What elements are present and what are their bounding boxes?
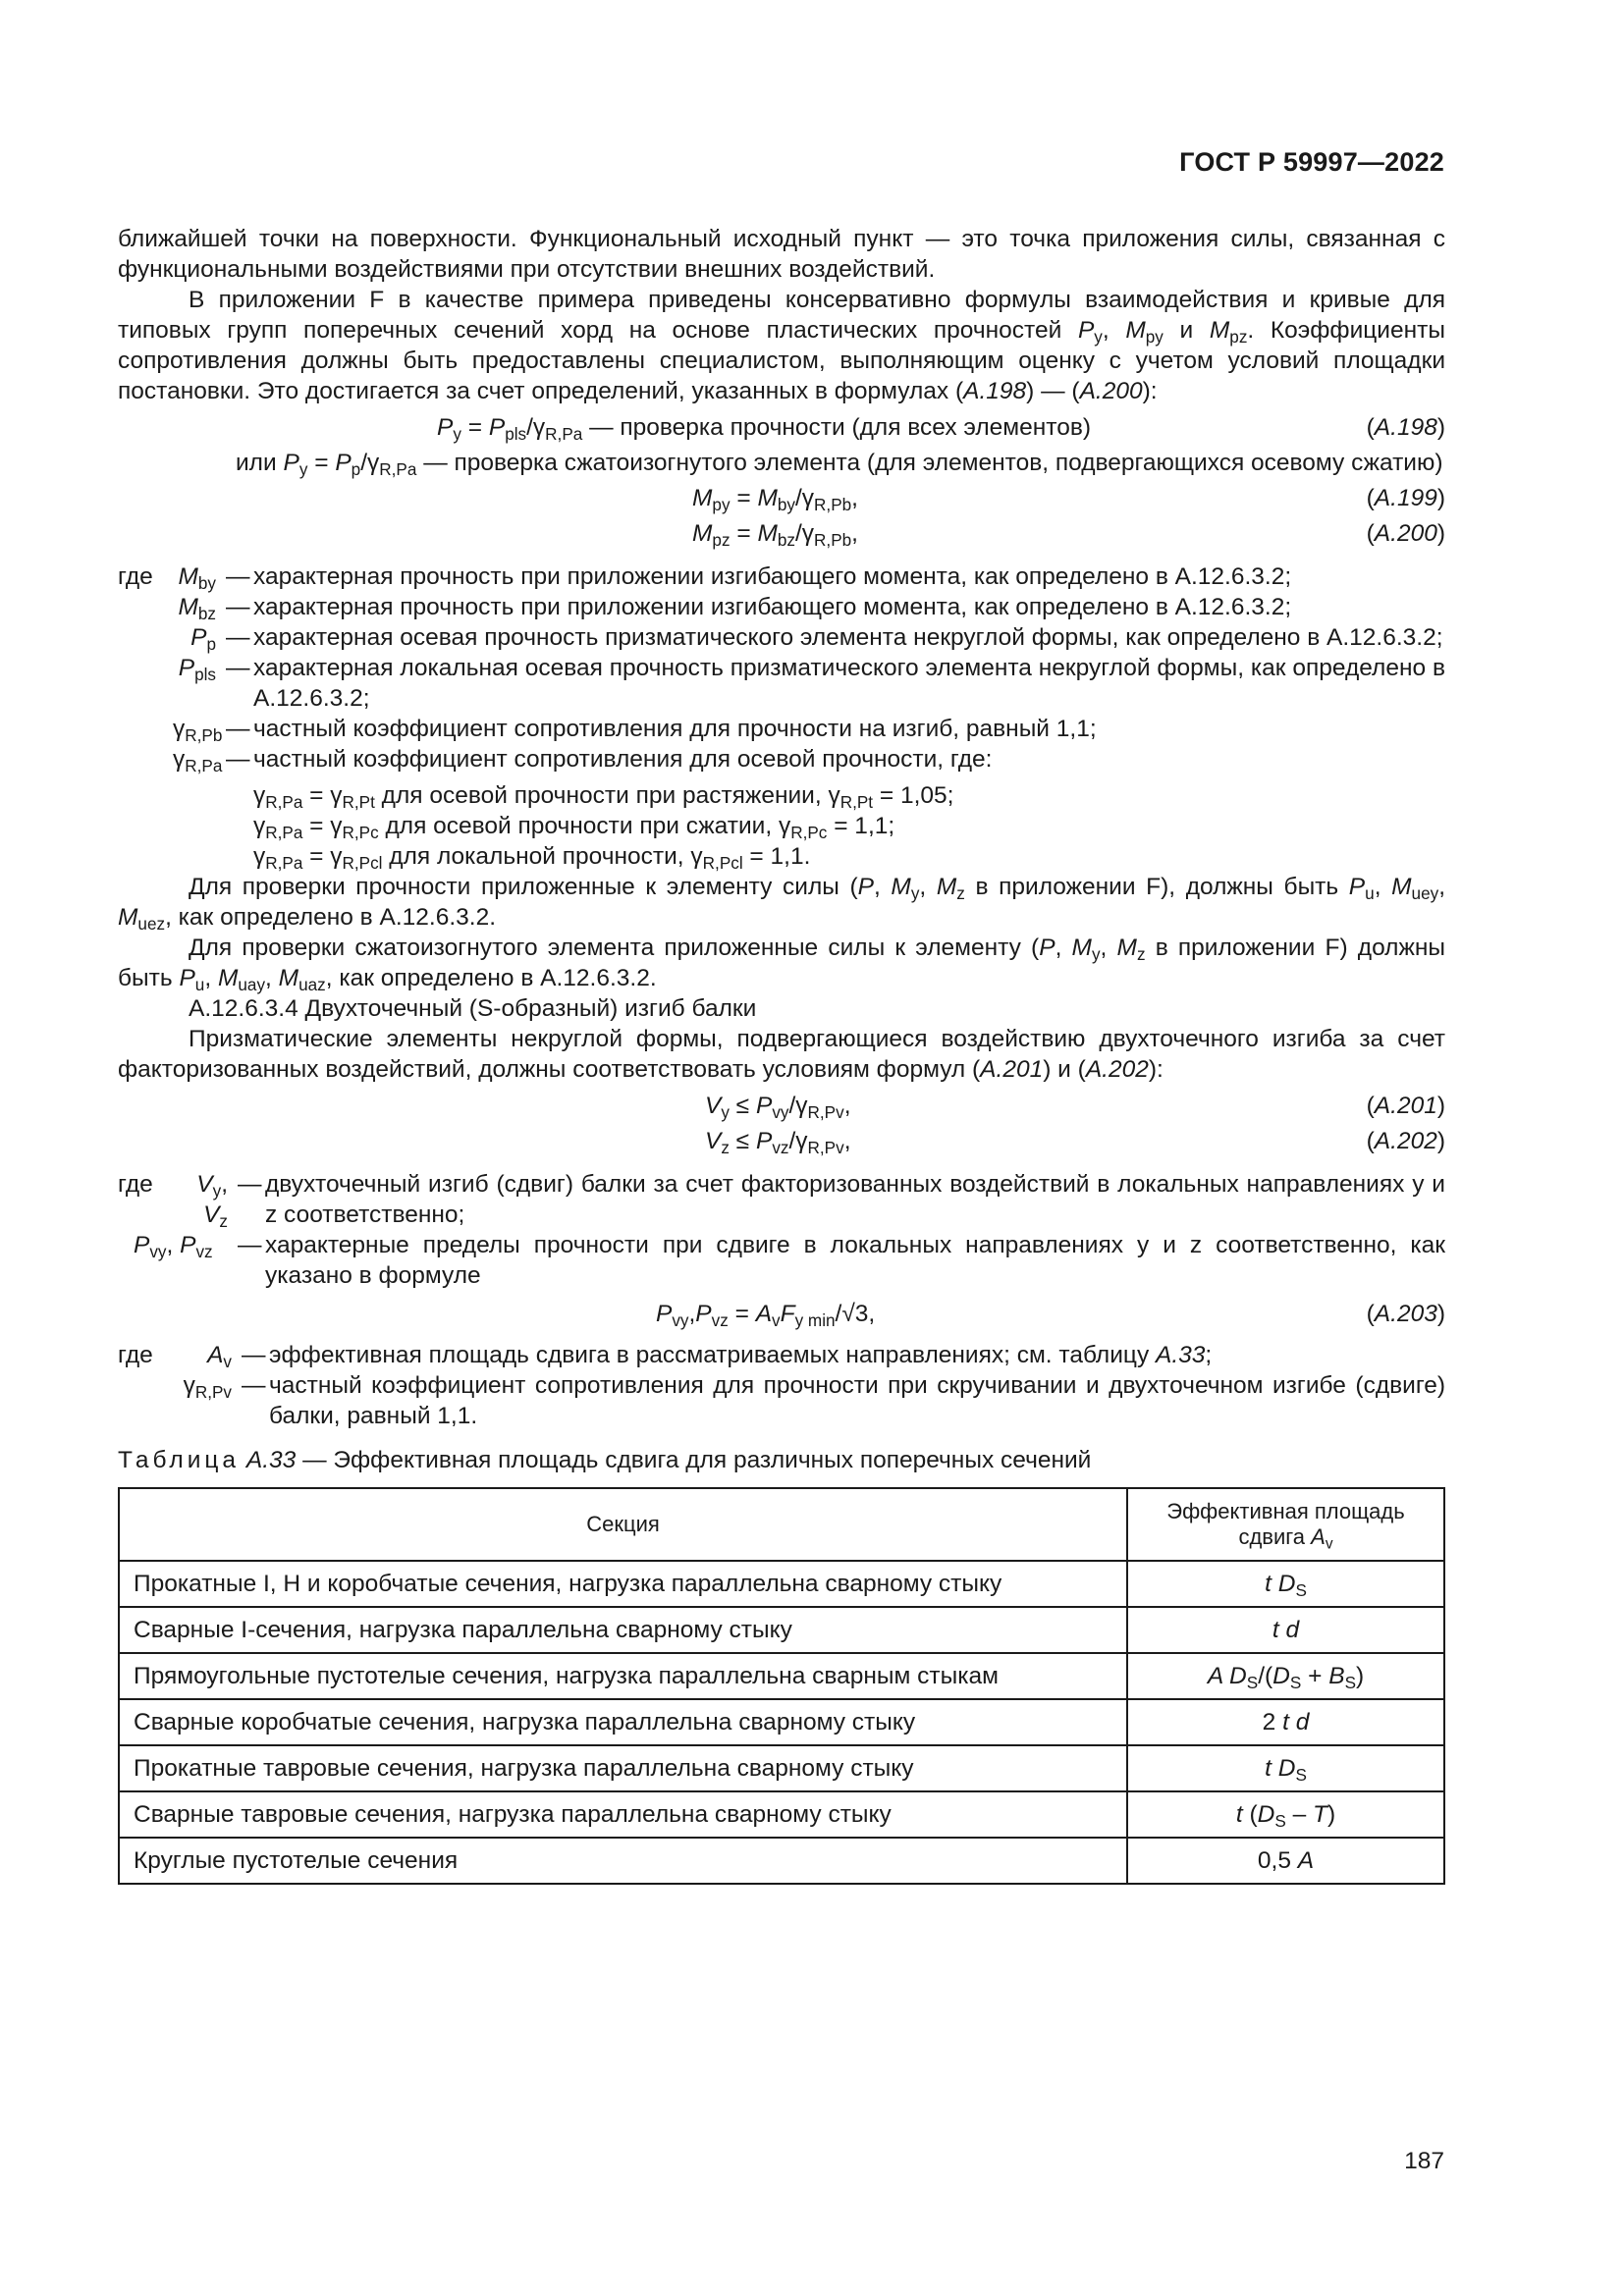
definition-row: $\gamma_{R,Pv}$ — частный коэффициент сопротивления для прочности при скручивании и двухточечном изгибе (сдвиге) балки, равный 1,1. <box>118 1370 1445 1431</box>
page-content <box>118 224 1445 1885</box>
definition-row: где $V_y$, $V_z$ — двухточечный изгиб (сдвиг) балки за счет факторизованных воздействий в локальных направлениях y и z соответственно; <box>118 1171 1445 1232</box>
definition-row: где $M_{by}$ — характерная прочность при приложении изгибающего момента, как определено в А.12.6.3.2; <box>118 561 1445 592</box>
equation-a201 <box>118 1089 1445 1124</box>
equation-a199-formula: $M_{py} = M_{by}/\gamma_{R,Pb}$, <box>692 485 858 515</box>
table-row <box>119 1653 1444 1699</box>
definitions-block-3 <box>118 1340 1445 1431</box>
paragraph-strength-check: Для проверки прочности приложенные к элементу силы (P, $M_y$, $M_z$ в приложении F), должны быть $P_u$, $M_{uey}$, $M_{uez}$, как определено в А.12.6.3.2. <box>118 874 1445 934</box>
symbol: $\gamma_{R,Pa}$ <box>173 746 223 776</box>
table-row <box>119 1699 1444 1745</box>
equation-a202 <box>118 1124 1445 1159</box>
definition-text: характерная локальная осевая прочность призматического элемента некруглой формы, как определено в А.12.6.3.2; <box>253 655 1445 712</box>
equation-a200-formula: $M_{pz} = M_{bz}/\gamma_{R,Pb}$, <box>692 520 858 551</box>
symbol: $A_v$ <box>207 1342 232 1372</box>
symbol: $M_{by}$ <box>178 563 216 594</box>
equation-a199 <box>118 481 1445 516</box>
equation-a200-number: (A.200) <box>1366 520 1445 547</box>
equation-a202-number: (A.202) <box>1366 1128 1445 1154</box>
table-cell-area: A $D_S/(D_S + B_S)$ <box>1127 1653 1444 1699</box>
equation-a203-formula: $P_{vy},P_{vz} = A_vF_{y min}/√3$, <box>656 1301 876 1331</box>
where-label: где <box>118 1342 153 1368</box>
definition-text: характерная прочность при приложении изгибающего момента, как определено в А.12.6.3.2; <box>253 563 1292 590</box>
equation-a203-number: (A.203) <box>1366 1301 1445 1327</box>
where-label: где <box>118 1171 153 1198</box>
definition-row: $P_{pls}$ — характерная локальная осевая прочность призматического элемента некруглой формы, как определено в А.12.6.3.2; <box>118 653 1445 714</box>
definition-text: частный коэффициент сопротивления для прочности на изгиб, равный 1,1; <box>253 716 1097 742</box>
definition-row: $M_{bz}$ — характерная прочность при приложении изгибающего момента, как определено в А.12.6.3.2; <box>118 592 1445 622</box>
table-cell-section: Сварные тавровые сечения, нагрузка параллельна сварному стыку <box>119 1791 1127 1838</box>
symbol: $P_{vy}$, $P_{vz}$ <box>134 1232 213 1262</box>
table-cell-section: Прокатные I, H и коробчатые сечения, нагрузка параллельна сварному стыку <box>119 1561 1127 1607</box>
definitions-block-2 <box>118 1169 1445 1291</box>
sub-condition-local: $\gamma_{R,Pa} = \gamma_{R,Pcl}$ для локальной прочности, $\gamma_{R,Pcl} = 1,1$. <box>253 843 811 874</box>
table-cell-area: 0,5 A <box>1127 1838 1444 1884</box>
table-cell-section: Сварные коробчатые сечения, нагрузка параллельна сварному стыку <box>119 1699 1127 1745</box>
definition-text: двухточечный изгиб (сдвиг) балки за счет факторизованных воздействий в локальных направлениях y и z соответственно; <box>265 1171 1445 1228</box>
table-cell-area: t $(D_S - T)$ <box>1127 1791 1444 1838</box>
sub-condition-tension: $\gamma_{R,Pa} = \gamma_{R,Pt}$ для осевой прочности при растяжении, $\gamma_{R,Pt} = 1,05$; <box>253 782 954 813</box>
table-row <box>119 1791 1444 1838</box>
definition-row: $P_p$ — характерная осевая прочность призматического элемента некруглой формы, как определено в А.12.6.3.2; <box>118 622 1445 653</box>
definition-row: $\gamma_{R,Pa}$ — частный коэффициент сопротивления для осевой прочности, где: $\gamma_{R,Pa} = \gamma_{R,Pt}$ для осевой прочности при растяжении, $\gamma_{R,Pt} = 1,05$; $\gamma_{R,Pa} = \gamma_{R,Pc}$ для осевой прочности при сжатии, $\gamma_{R,Pc} = 1,1$; $\gamma_{R,Pa} = \gamma_{R,Pcl}$ для локальной прочности, $\gamma_{R,Pcl} = 1,1$. <box>118 744 1445 872</box>
table-row <box>119 1745 1444 1791</box>
equation-a202-formula: $V_z \le P_{vz}/\gamma_{R,Pv}$, <box>705 1128 851 1158</box>
equation-a199-number: (A.199) <box>1366 485 1445 511</box>
table-cell-area: t $D_S$ <box>1127 1561 1444 1607</box>
section-heading: А.12.6.3.4 Двухточечный (S-образный) изгиб балки <box>189 995 757 1022</box>
table-header-row <box>119 1488 1444 1561</box>
symbol: $P_p$ <box>190 624 216 655</box>
table-cell-area: 2 t d <box>1127 1699 1444 1745</box>
equation-a201-number: (A.201) <box>1366 1093 1445 1119</box>
table-cell-section: Прямоугольные пустотелые сечения, нагрузка параллельна сварным стыкам <box>119 1653 1127 1699</box>
definition-row: где $A_v$ — эффективная площадь сдвига в рассматриваемых направлениях; см. таблицу A.33; <box>118 1340 1445 1370</box>
paragraph-appendix-f: В приложении F в качестве примера приведены консервативно формулы взаимодействия и кривые для типовых групп поперечных сечений хорд на основе пластических прочностей $P_y$, $M_{py}$ и $M_{pz}$. Коэффициенты сопротивления должны быть предоставлены специалистом, выполняющим оценку с учетом условий площадки постановки. Это достигается за счет определений, указанных в формулах (A.198) — (A.200): <box>118 287 1445 404</box>
table-row <box>119 1607 1444 1653</box>
table-cell-section: Круглые пустотелые сечения <box>119 1838 1127 1884</box>
equation-a198-formula: $P_y = P_{pls}/\gamma_{R,Pa}$ — проверка прочности (для всех элементов) <box>437 414 1092 445</box>
table-cell-area: t d <box>1127 1607 1444 1653</box>
shear-area-table <box>118 1487 1445 1885</box>
document-header: ГОСТ Р 59997—2022 <box>1179 147 1444 177</box>
definition-text: характерная прочность при приложении изгибающего момента, как определено в А.12.6.3.2; <box>253 594 1292 620</box>
sub-condition-compression: $\gamma_{R,Pa} = \gamma_{R,Pc}$ для осевой прочности при сжатии, $\gamma_{R,Pc} = 1,1$; <box>253 813 895 843</box>
equation-a203 <box>118 1293 1445 1336</box>
sub-conditions <box>253 780 1445 872</box>
paragraph-s-bending: Призматические элементы некруглой формы, подвергающиеся воздействию двухточечного изгиба за счет факторизованных воздействий, должны соответствовать условиям формул (A.201) и (A.202): <box>118 1026 1445 1083</box>
column-header-section: Секция <box>119 1488 1127 1561</box>
equation-a198-number: (A.198) <box>1366 414 1445 441</box>
column-header-shear-area: Эффективная площадь сдвига $A_v$ <box>1127 1488 1444 1561</box>
table-cell-section: Сварные I-сечения, нагрузка параллельна сварному стыку <box>119 1607 1127 1653</box>
paragraph-compression-check: Для проверки сжатоизогнутого элемента приложенные силы к элементу (P, $M_y$, $M_z$ в приложении F) должны быть $P_u$, $M_{uay}$, $M_{uaz}$, как определено в А.12.6.3.2. <box>118 934 1445 995</box>
equation-a200 <box>118 516 1445 552</box>
definitions-block-1 <box>118 561 1445 872</box>
definition-text: эффективная площадь сдвига в рассматриваемых направлениях; см. таблицу A.33; <box>269 1342 1213 1368</box>
definition-row: $P_{vy}$, $P_{vz}$ — характерные пределы прочности при сдвиге в локальных направлениях y и z соответственно, как указано в формуле <box>134 1232 1445 1289</box>
equation-a198 <box>118 410 1445 446</box>
definition-text: частный коэффициент сопротивления для осевой прочности, где: $\gamma_{R,Pa} = \gamma_{R,Pt}$ для осевой прочности при растяжении, $\gamma_{R,Pt} = 1,05$; $\gamma_{R,Pa} = \gamma_{R,Pc}$ для осевой прочности при сжатии, $\gamma_{R,Pc} = 1,1$; $\gamma_{R,Pa} = \gamma_{R,Pcl}$ для локальной прочности, $\gamma_{R,Pcl} = 1,1$. <box>253 744 1445 872</box>
page-number: 187 <box>1404 2148 1444 2174</box>
symbol: $V_y$, $V_z$ <box>196 1171 228 1232</box>
table-row <box>119 1561 1444 1607</box>
paragraph-continuation: ближайшей точки на поверхности. Функциональный исходный пункт — это точка приложения силы, связанная с функциональными воздействиями при отсутствии внешних воздействий. <box>118 226 1445 283</box>
definition-text: частный коэффициент сопротивления для прочности при скручивании и двухточечном изгибе (сдвиге) балки, равный 1,1. <box>269 1372 1445 1429</box>
table-row <box>119 1838 1444 1884</box>
symbol: $\gamma_{R,Pv}$ <box>183 1372 232 1403</box>
symbol: $P_{pls}$ <box>178 655 216 685</box>
equation-a201-formula: $V_y \le P_{vy}/\gamma_{R,Pv}$, <box>705 1093 851 1123</box>
equation-compression-formula: или $P_y = P_p/\gamma_{R,Pa}$ — проверка сжатоизогнутого элемента (для элементов, подвергающихся осевому сжатию) <box>236 450 1443 480</box>
symbol: $\gamma_{R,Pb}$ <box>173 716 223 746</box>
table-cell-section: Прокатные тавровые сечения, нагрузка параллельна сварному стыку <box>119 1745 1127 1791</box>
definition-row: $\gamma_{R,Pb}$ — частный коэффициент сопротивления для прочности на изгиб, равный 1,1; <box>118 714 1445 744</box>
symbol: $M_{bz}$ <box>178 594 216 624</box>
equation-compression <box>118 446 1445 481</box>
table-cell-area: t $D_S$ <box>1127 1745 1444 1791</box>
where-label: где <box>118 563 153 590</box>
definition-text: характерные пределы прочности при сдвиге в локальных направлениях y и z соответственно, как указано в формуле <box>265 1232 1445 1289</box>
table-caption: Таблица A.33 — Эффективная площадь сдвига для различных поперечных сечений <box>118 1447 1092 1473</box>
definition-text: характерная осевая прочность призматического элемента некруглой формы, как определено в А.12.6.3.2; <box>253 624 1443 651</box>
